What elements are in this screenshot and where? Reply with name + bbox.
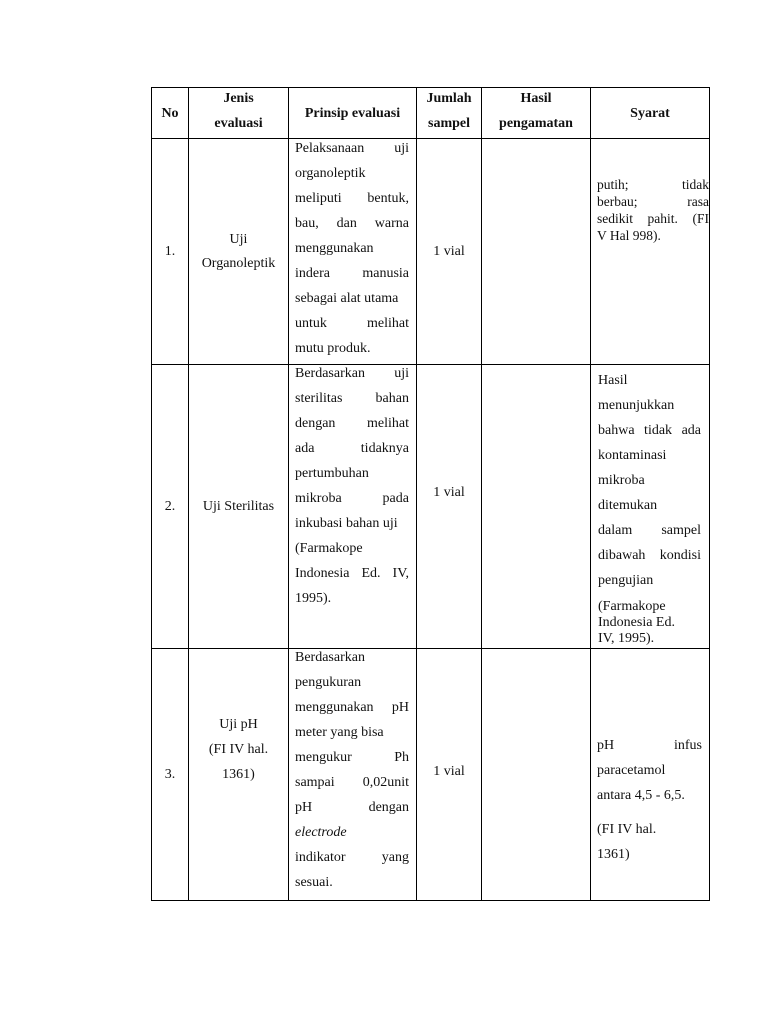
table-border-right (709, 87, 710, 901)
row1-jenis: Uji Organoleptik (201, 231, 276, 271)
row1-prinsip: Pelaksanaan uji organoleptik meliputi bentuk, bau, dan warna menggunakan indera manusia sebagai alat utama untuk melihat mutu produk. (295, 141, 409, 356)
col-divider-2 (288, 87, 289, 901)
row3-syarat-reference: (FI IV hal. 1361) (597, 822, 657, 862)
row3-jumlah: 1 vial (433, 763, 465, 779)
row3-jenis: Uji pH (FI IV hal. 1361) (208, 716, 269, 782)
row1-hasil (482, 139, 590, 364)
row2-syarat-reference: (Farmakope Indonesia Ed. IV, 1995). (598, 599, 675, 646)
header-jumlah-sampel: Jumlah sampel (426, 91, 472, 131)
table-border-bottom (151, 900, 710, 901)
header-hasil-pengamatan: Hasil pengamatan (499, 91, 573, 131)
row2-hasil (482, 365, 590, 648)
col-divider-5 (590, 87, 591, 901)
header-prinsip-evaluasi: Prinsip evaluasi (304, 105, 401, 121)
row2-no: 2. (164, 498, 176, 514)
row3-no: 3. (164, 766, 176, 782)
row3-syarat: pH infus paracetamol antara 4,5 - 6,5. (597, 738, 702, 803)
row2-jenis: Uji Sterilitas (202, 498, 275, 514)
row2-jumlah: 1 vial (433, 485, 465, 500)
header-no: No (161, 105, 179, 121)
row2-syarat: Hasil menunjukkan bahwa tidak ada kontaminasi mikroba ditemukan dalam sampel dibawah kondisi pengujian (598, 373, 701, 588)
row1-jumlah: 1 vial (433, 243, 465, 259)
header-jenis-evaluasi: Jenis evaluasi (214, 91, 263, 131)
row2-prinsip: Berdasarkan uji sterilitas bahan dengan melihat ada tidaknya pertumbuhan mikroba pada inkubasi bahan uji (Farmakope Indonesia Ed. IV, 1995). (295, 366, 409, 606)
row3-hasil (482, 649, 590, 900)
row1-no: 1. (164, 243, 176, 259)
row3-prinsip: Berdasarkan pengukuran menggunakan pH meter yang bisa mengukur Ph sampai 0,02unit pH dengan electrode indikator yang sesuai. (295, 650, 409, 890)
row1-syarat: putih; tidak berbau; rasa sedikit pahit. (FI V Hal 998). (597, 177, 709, 243)
header-syarat: Syarat (630, 105, 670, 121)
